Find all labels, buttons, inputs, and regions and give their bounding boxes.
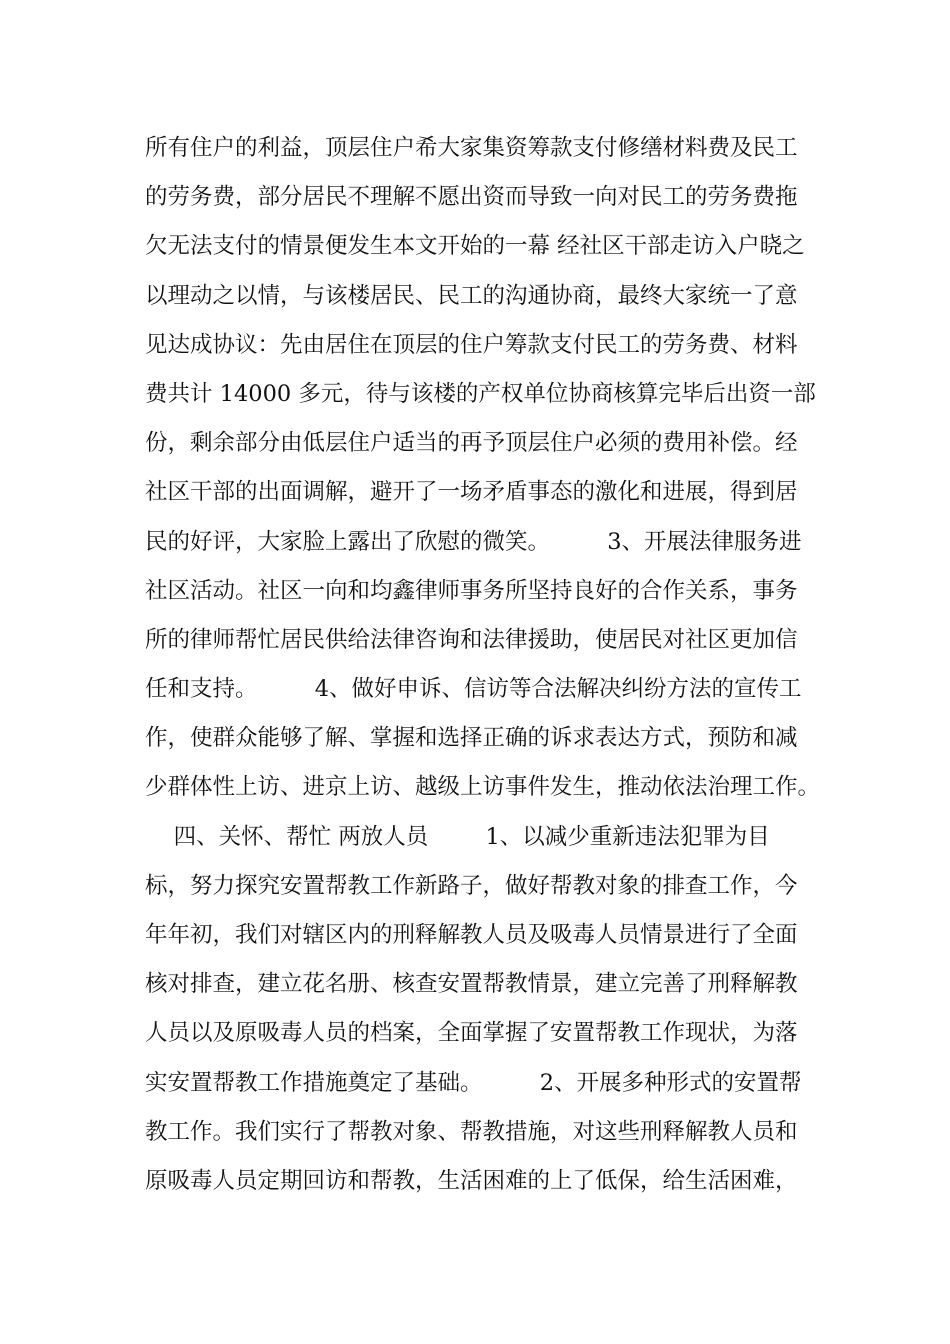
text-line: 民的好评，大家脸上露出了欣慰的微笑。 3、开展法律服务进 — [145, 528, 802, 555]
text-line: 费共计 14000 多元，待与该楼的产权单位协商核算完毕后出资一部 — [145, 380, 816, 407]
text-line: 人员以及原吸毒人员的档案，全面掌握了安置帮教工作现状，为落 — [145, 1020, 798, 1047]
text-line: 原吸毒人员定期回访和帮教，生活困难的上了低保，给生活困难， — [145, 1167, 798, 1194]
text-line: 所的律师帮忙居民供给法律咨询和法律援助，使居民对社区更加信 — [145, 626, 798, 653]
text-line: 社区活动。社区一向和均鑫律师事务所坚持良好的合作关系，事务 — [145, 577, 798, 604]
text-line: 少群体性上访、进京上访、越级上访事件发生，推动依法治理工作。 — [145, 774, 821, 801]
body-text — [145, 124, 825, 1206]
text-line: 年年初，我们对辖区内的刑释解教人员及吸毒人员情景进行了全面 — [145, 922, 798, 948]
text-line: 教工作。我们实行了帮教对象、帮教措施，对这些刑释解教人员和 — [145, 1118, 798, 1145]
text-line: 实安置帮教工作措施奠定了基础。 2、开展多种形式的安置帮 — [145, 1069, 802, 1096]
text-line: 作，使群众能够了解、掌握和选择正确的诉求表达方式，预防和减 — [145, 725, 798, 752]
text-line: 社区干部的出面调解，避开了一场矛盾事态的激化和进展，得到居 — [145, 479, 798, 506]
text-line: 标，努力探究安置帮教工作新路子，做好帮教对象的排查工作，今 — [145, 872, 798, 899]
text-line: 的劳务费，部分居民不理解不愿出资而导致一向对民工的劳务费拖 — [145, 184, 798, 211]
text-line: 欠无法支付的情景便发生本文开始的一幕 经社区干部走访入户晓之 — [145, 233, 805, 260]
text-line: 所有住户的利益，顶层住户希大家集资筹款支付修缮材料费及民工 — [145, 135, 798, 161]
text-line: 四、关怀、帮忙 两放人员 1、以减少重新违法犯罪为目 — [145, 823, 770, 850]
text-line: 以理动之以情，与该楼居民、民工的沟通协商，最终大家统一了意 — [145, 282, 798, 309]
text-line: 核对排查，建立花名册、核查安置帮教情景，建立完善了刑释解教 — [145, 971, 798, 998]
text-line: 任和支持。 4、做好申诉、信访等合法解决纠纷方法的宣传工 — [145, 676, 802, 703]
text-line: 见达成协议：先由居住在顶层的住户筹款支付民工的劳务费、材料 — [145, 331, 798, 358]
text-line: 份，剩余部分由低层住户适当的再予顶层住户必须的费用补偿。经 — [145, 430, 798, 457]
